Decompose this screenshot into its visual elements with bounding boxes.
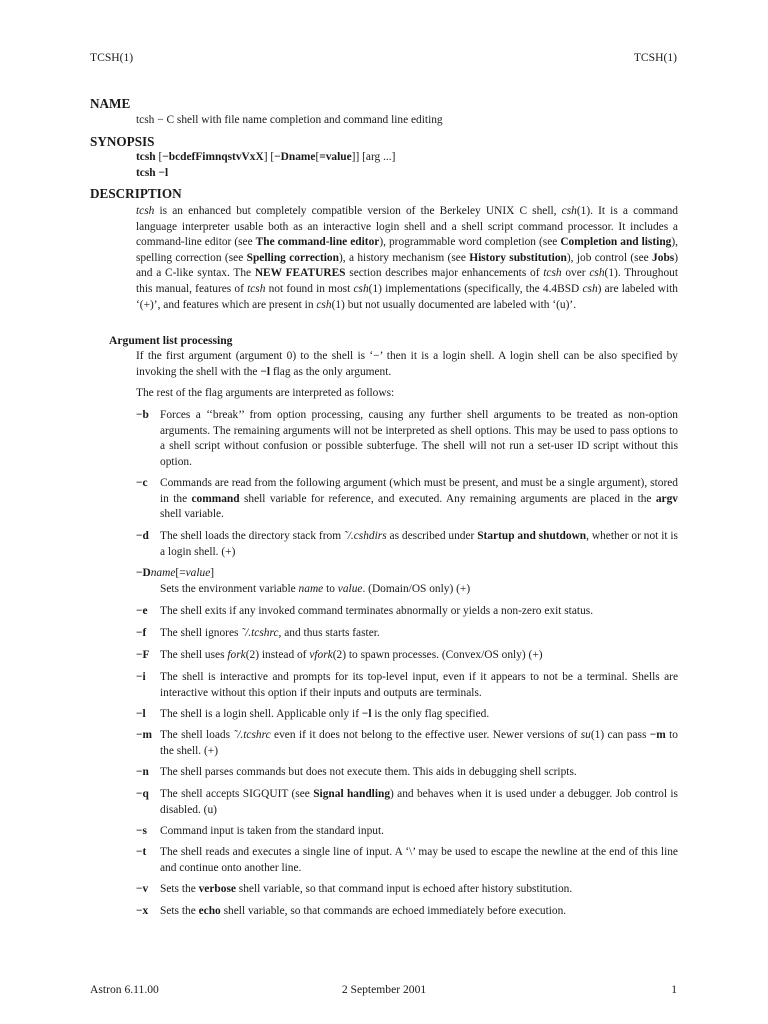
option-description [160,476,681,523]
name-text: tcsh − C shell with file name completion and command line editing [136,114,443,126]
option-flag: −l [136,708,146,720]
option-q [136,787,681,818]
bold-term: Signal handling [313,788,391,800]
italic-term: csh [316,298,332,311]
text-run: The shell reads and executes a single line of input. A ‘\’ may be used to escape the newline at the end of this line and continue onto another line. [160,846,681,874]
option-x [136,904,678,920]
option-description [160,604,678,620]
text-run: over [561,267,590,280]
section-heading-synopsis: SYNOPSIS [90,134,155,149]
italic-term: tcsh [136,205,155,217]
italic-term: vfork [309,649,333,661]
option-flag: −Dname[=value] [136,567,215,579]
text-run: Sets the [160,883,199,895]
text-run: The shell accepts SIGQUIT (see [160,788,314,800]
text-run: The shell exits if any invoked command terminates abnormally or yields a non-zero exit status. [160,605,594,617]
option-description [160,648,678,664]
option-description [160,408,681,470]
text-run: ), a history mechanism (see [338,251,470,264]
italic-term: ˜/.cshdirs [343,530,387,542]
italic-term: ˜/.tcshrc [241,627,279,639]
text-run: to [323,582,338,595]
option-flag: −d [136,530,149,542]
option-flag: −v [136,883,149,895]
text-run: , whether or not it is a login shell. (+) [160,530,681,558]
option-description [160,529,681,560]
arglist-paragraph-1 [136,349,681,380]
bold-term: NEW FEATURES [254,267,346,280]
text-run: Command input is taken from the standard input. [160,825,384,837]
running-header-right: TCSH(1) [633,51,677,64]
option-description [160,904,678,920]
text-run: flag as the only argument. [270,365,392,378]
subsection-heading-argument-list: Argument list processing [109,334,233,347]
italic-term: csh [589,267,605,280]
option-description [160,787,681,818]
text-run: section describes major enhancements of [345,267,544,280]
text-run: not found in most [265,282,354,295]
option-m [136,728,681,759]
text-run: Forces a ‘‘break’’ from option processing, causing any further shell arguments to be treated as non-option arguments. The remaining arguments will not be interpreted as shell options. This may be used to pass options to a shell script without confusion or possible subterfuge. The shell will not run a set-user ID script without this option. [160,409,681,468]
option-description [160,765,678,781]
option-i [136,670,681,701]
italic-term: csh [353,282,369,295]
text-run: The shell is a login shell. Applicable only if [160,708,362,720]
option-description [160,582,678,598]
bold-term: History substitution [469,251,567,264]
text-run: (1) can pass [590,729,650,741]
italic-term: csh [561,205,577,217]
synopsis-text: ]] [arg ...] [351,151,396,163]
italic-term: tcsh [247,282,266,295]
option-d [136,529,681,560]
text-run: The shell uses [160,649,228,661]
option-flag: −i [136,671,146,683]
text-run: shell variable, so that commands are echoed immediately before execution. [220,905,567,917]
bold-term: Jobs [652,251,675,264]
text-run: (1). It is a command language interpreter usable both as an interactive login shell and a shell script command processor. It includes a command-line editor (see [136,205,681,249]
option-flag: −b [136,409,149,421]
option-flag: −e [136,605,148,617]
option-description [160,707,678,723]
text-run: , and thus starts faster. [278,627,380,639]
synopsis-dname: −Dname [274,151,316,163]
text-run: as described under [386,530,478,542]
option-t [136,845,681,876]
text-run: The shell parses commands but does not execute them. This aids in debugging shell scripts. [160,766,577,778]
option-flag: −x [136,905,149,917]
text-run: (1) implementations (specifically, the 4.4BSD [368,282,583,295]
text-run: (1). Throughout this manual, features of [136,267,681,295]
section-heading-name: NAME [90,96,131,111]
option-c [136,476,681,523]
text-run: ) are labeled with ‘(+)’, and features which are present in [136,282,681,311]
synopsis-text: [ [155,151,163,163]
text-run: Commands are read from the following argument (which must be present, and must be a single argument), stored in the [160,477,681,505]
text-run: is the only flag specified. [371,708,490,720]
option-flag: −m [136,729,152,741]
text-run: The shell loads [160,729,234,741]
option-n [136,765,678,781]
text-run: to the shell. (+) [160,729,681,757]
option-s [136,824,678,840]
bold-term: argv [655,492,678,505]
synopsis-flags: −bcdefFimnqstvVxX [162,151,264,163]
italic-term: fork [227,649,246,661]
option-description [160,670,681,701]
bold-term: The command-line editor [255,236,380,249]
section-heading-description: DESCRIPTION [90,186,182,201]
text-run: The shell loads the directory stack from [160,530,344,542]
synopsis-line-1 [136,150,678,166]
option-flag: −t [136,846,147,858]
text-run: ), programmable word completion (see [379,236,561,249]
footer-page-number: 1 [671,983,677,996]
option-flag: −f [136,627,147,639]
text-run: ), job control (see [566,251,653,264]
option-D [136,566,678,597]
synopsis-command: tcsh [136,151,156,163]
synopsis-value: =value [319,151,352,163]
description-paragraph [136,204,681,313]
bold-term: echo [198,905,221,917]
option-e [136,604,678,620]
bold-term: −l [361,708,372,720]
option-b [136,408,681,470]
bold-term: Completion and listing [560,236,672,249]
bold-term: verbose [198,883,236,895]
italic-term: csh [582,282,598,295]
text-run: even if it does not belong to the effective user. Newer versions of [270,729,581,741]
synopsis-text: [ [315,151,320,163]
text-run: The shell is interactive and prompts for its top-level input, even if it appears to not be a terminal. Shells are interactive without this option if their inputs and outputs are terminals. [160,671,681,699]
option-F [136,648,678,664]
footer-version: Astron 6.11.00 [90,983,159,996]
italic-term: ˜/.tcshrc [233,729,271,741]
bold-term: −m [649,729,666,741]
italic-term: su [580,729,591,741]
bold-term: command [191,492,240,505]
option-description [160,824,678,840]
text-run: shell variable for reference, and executed. Any remaining arguments are placed in the [239,492,656,505]
text-run: If the first argument (argument 0) to the shell is ‘−’ then it is a login shell. A login shell can be also specified by invoking the shell with the [136,350,681,378]
italic-term: tcsh [543,267,562,280]
synopsis-text: ] [ [263,151,275,163]
option-v [136,882,678,898]
arglist-paragraph-2: The rest of the flag arguments are interpreted as follows: [136,387,395,399]
text-run: (2) instead of [245,649,310,661]
bold-term: Startup and shutdown [477,530,587,542]
option-description [160,626,678,642]
option-description [160,882,678,898]
text-run: (1) but not usually documented are labeled with ‘(u)’. [331,298,577,311]
text-run: Sets the [160,905,199,917]
text-run: (2) to spawn processes. (Convex/OS only) (+) [332,649,543,661]
text-run: is an enhanced but completely compatible version of the Berkeley UNIX C shell, [154,205,562,217]
option-flag: −q [136,788,149,800]
text-run: shell variable. [160,492,681,521]
bold-term: Spelling correction [246,251,339,264]
italic-term: value [337,582,363,595]
option-description [160,845,681,876]
text-run: The shell ignores [160,627,242,639]
option-description [160,728,681,759]
option-flag: −s [136,825,147,837]
option-flag: −c [136,477,148,489]
option-f [136,626,678,642]
bold-term: −l [260,365,270,378]
text-run: ), spelling correction (see [136,236,681,264]
text-run: shell variable, so that command input is echoed after history substitution. [235,883,573,895]
option-l [136,707,678,723]
option-flag: −n [136,766,149,778]
synopsis-line-2: tcsh −l [136,167,169,179]
text-run: ) and behaves when it is used under a debugger. Job control is disabled. (u) [160,788,681,816]
footer-date: 2 September 2001 [341,983,427,996]
text-run: Sets the environment variable [160,582,299,595]
running-header-left: TCSH(1) [90,51,134,64]
italic-term: name [298,582,324,595]
text-run: ) and a C-like syntax. The [136,251,681,280]
text-run: . (Domain/OS only) (+) [362,582,471,595]
option-flag: −F [136,649,150,661]
